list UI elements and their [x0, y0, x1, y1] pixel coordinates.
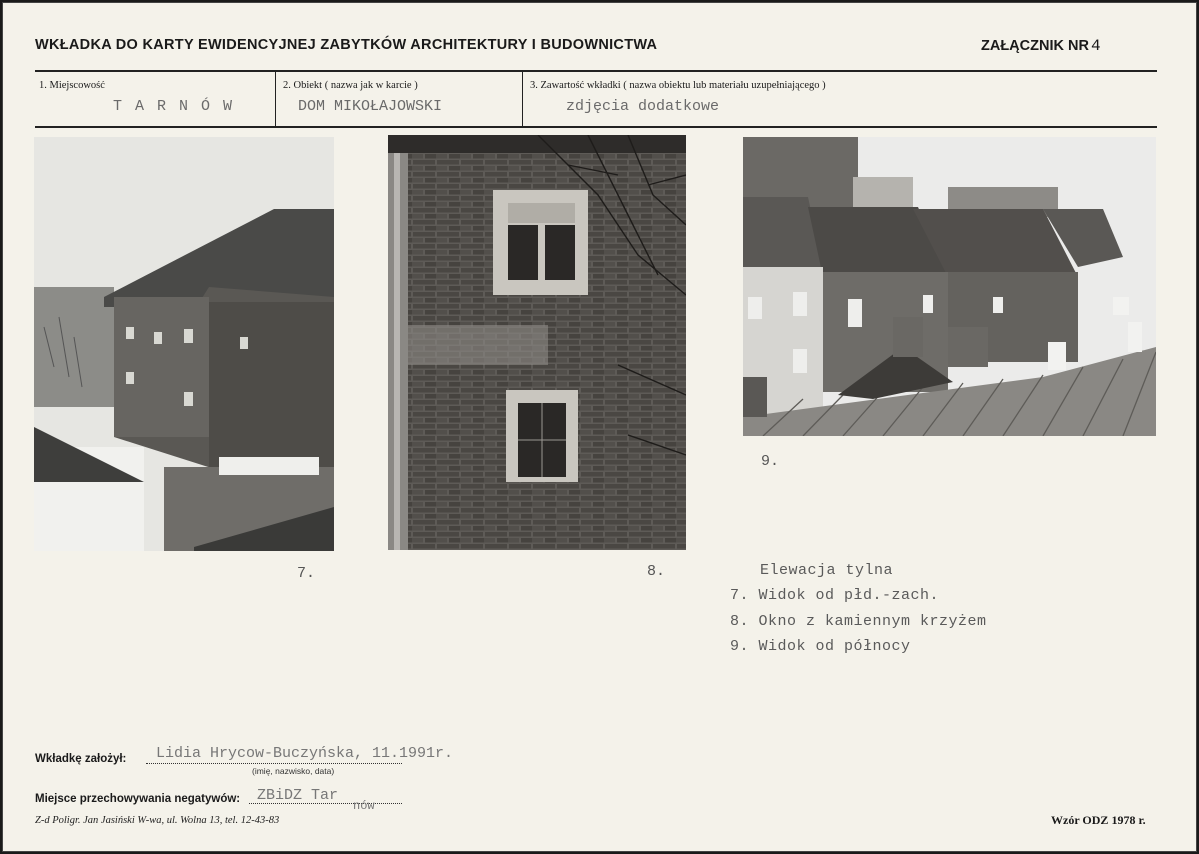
field-divider-1 — [275, 72, 276, 128]
field-divider-2 — [522, 72, 523, 128]
form-title: WKŁADKA DO KARTY EWIDENCYJNEJ ZABYTKÓW ARCHITEKTURY I BUDOWNICTWA — [35, 37, 658, 53]
caption-item-9: 9. Widok od północy — [730, 638, 911, 655]
photo-9 — [743, 137, 1156, 436]
header-rule-top — [35, 70, 1157, 72]
object-value: DOM MIKOŁAJOWSKI — [298, 98, 443, 115]
header-rule-bottom — [35, 126, 1157, 128]
form-sheet — [2, 2, 1197, 852]
photo-7-number: 7. — [297, 565, 316, 582]
author-dotted-line — [146, 763, 402, 764]
locality-value: T A R N Ó W — [113, 98, 235, 115]
negatives-value: ZBiDZ Tar — [257, 787, 339, 804]
annex-label-text: ZAŁĄCZNIK NR — [981, 38, 1089, 54]
photo-8-image — [388, 135, 686, 550]
photo-7-image — [34, 137, 334, 551]
form-version: Wzór ODZ 1978 r. — [1051, 813, 1146, 827]
annex-label — [981, 37, 1101, 55]
photo-9-image — [743, 137, 1156, 436]
negatives-label: Miejsce przechowywania negatywów: — [35, 793, 241, 805]
caption-item-7: 7. Widok od płd.-zach. — [730, 587, 940, 604]
caption-heading: Elewacja tylna — [760, 562, 894, 579]
author-value: Lidia Hrycow-Buczyńska, 11.1991r. — [156, 745, 454, 762]
object-label: 2. Obiekt ( nazwa jak w karcie ) — [283, 80, 418, 91]
negatives-value-tail: nów — [353, 799, 375, 813]
contents-value: zdjęcia dodatkowe — [566, 98, 720, 115]
photo-8-number: 8. — [647, 563, 666, 580]
photo-9-number: 9. — [761, 453, 780, 470]
locality-label: 1. Miejscowość — [39, 80, 105, 91]
caption-item-8: 8. Okno z kamiennym krzyżem — [730, 613, 987, 630]
author-hint: (imię, nazwisko, data) — [252, 766, 335, 776]
photo-8 — [388, 135, 686, 550]
printer-imprint: Z-d Poligr. Jan Jasiński W-wa, ul. Wolna 13, tel. 12-43-83 — [35, 815, 280, 826]
photo-7 — [34, 137, 334, 551]
contents-label: 3. Zawartość wkładki ( nazwa obiektu lub materiału uzupełniającego ) — [530, 80, 826, 91]
author-label: Wkładkę założył: — [35, 753, 127, 765]
annex-number: 4 — [1090, 37, 1101, 55]
